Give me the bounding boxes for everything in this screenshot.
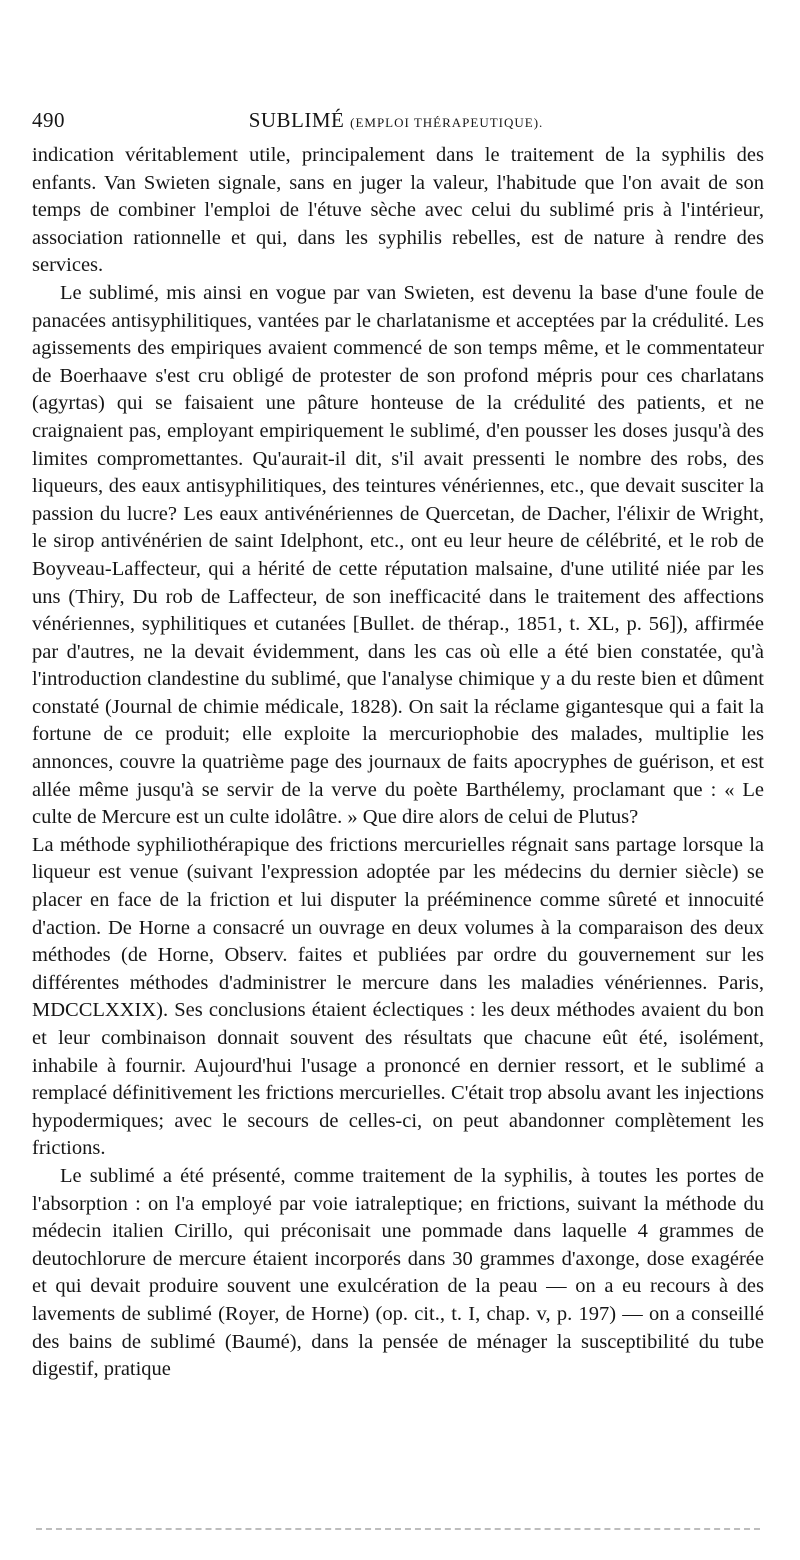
running-header <box>32 108 760 140</box>
body-text <box>32 142 764 1384</box>
page-footer-rule <box>36 1528 760 1530</box>
paragraph-4: Le sublimé a été présenté, comme traitement de la syphilis, à toutes les portes de l'absorption : on l'a employé par voie iatraleptique; en frictions, suivant la méthode du médecin italien Cirillo, qui préconisait une pommade dans laquelle 4 grammes de deutochlorure de mercure étaient incorporés dans 30 grammes d'axonge, dose exagérée et qui devait produire souvent une exulcération de la peau — on a eu recours à des lavements de sublimé (Royer, de Horne) (op. cit., t. I, chap. v, p. 197) — on a conseillé des bains de sublimé (Baumé), dans la pensée de ménager la susceptibilité du tube digestif, pratique <box>32 1164 764 1381</box>
paragraph-1: indication véritablement utile, principalement dans le traitement de la syphilis des enfants. Van Swieten signale, sans en juger la valeur, l'habitude que l'on avait de son temps de combiner l'emploi de l'étuve sèche avec celui du sublimé pris à l'intérieur, association rationnelle et qui, dans les syphilis rebelles, est de nature à rendre des services. <box>32 144 764 277</box>
running-title <box>32 108 760 133</box>
page-number: 490 <box>32 108 65 132</box>
running-title-subtitle: (EMPLOI THÉRAPEUTIQUE). <box>350 115 544 130</box>
running-title-main: SUBLIMÉ <box>248 108 345 132</box>
paragraph-3: La méthode syphiliothérapique des frictions mercurielles régnait sans partage lorsque la liqueur est venue (suivant l'expression adoptée par les médecins du dernier siècle) se placer en face de la friction et lui disputer la prééminence comme sûreté et innocuité d'action. De Horne a consacré un ouvrage en deux volumes à la comparaison des deux méthodes (de Horne, Observ. faites et publiées par ordre du gouvernement sur les différentes méthodes d'administrer le mercure dans les maladies vénériennes. Paris, MDCCLXXIX). Ses conclusions étaient éclectiques : les deux méthodes avaient du bon et leur combinaison donnait souvent des résultats que chacune eût été, isolément, inhabile à fournir. Aujourd'hui l'usage a prononcé en dernier ressort, et le sublimé a remplacé définitivement les frictions mercurielles. C'était trop absolu avant les injections hypodermiques; avec le secours de celles-ci, on peut abandonner complètement les frictions. <box>32 833 764 1160</box>
paragraph-2: Le sublimé, mis ainsi en vogue par van Swieten, est devenu la base d'une foule de panacées antisyphilitiques, vantées par le charlatanisme et acceptées par la crédulité. Les agissements des empiriques avaient commencé de son temps même, et le commentateur de Boerhaave s'est cru obligé de protester de son profond mépris pour ces charlatans (agyrtas) qui se faisaient une pâture honteuse de la crédulité des patients, et ne craignaient pas, employant empiriquement le sublimé, d'en pousser les doses jusqu'à des limites compromettantes. Qu'aurait-il dit, s'il avait pressenti le nombre des robs, des liqueurs, des eaux antisyphilitiques, des teintures vénériennes, etc., que devait susciter la passion du lucre? Les eaux antivénériennes de Quercetan, de Dacher, l'élixir de Wright, le sirop antivénérien de saint Idelphont, etc., ont eu leur heure de célébrité, et le rob de Boyveau-Laffecteur, qui a hérité de cette réputation malsaine, d'une utilité niée par les uns (Thiry, Du rob de Laffecteur, de son inefficacité dans le traitement des affections vénériennes, syphilitiques et cutanées [Bullet. de thérap., 1851, t. XL, p. 56]), affirmée par d'autres, ne la devait évidemment, dans les cas où elle a été bien constatée, qu'à l'introduction clandestine du sublimé, que l'analyse chimique y a du reste bien et dûment constaté (Journal de chimie médicale, 1828). On sait la réclame gigantesque qui a fait la fortune de ce produit; elle exploite la mercuriophobie des malades, multiplie les annonces, couvre la quatrième page des journaux de faits apocryphes de guérison, et est allée même jusqu'à se servir de la verve du poète Barthélemy, proclamant que : « Le culte de Mercure est un culte idolâtre. » Que dire alors de celui de Plutus? <box>32 281 764 829</box>
